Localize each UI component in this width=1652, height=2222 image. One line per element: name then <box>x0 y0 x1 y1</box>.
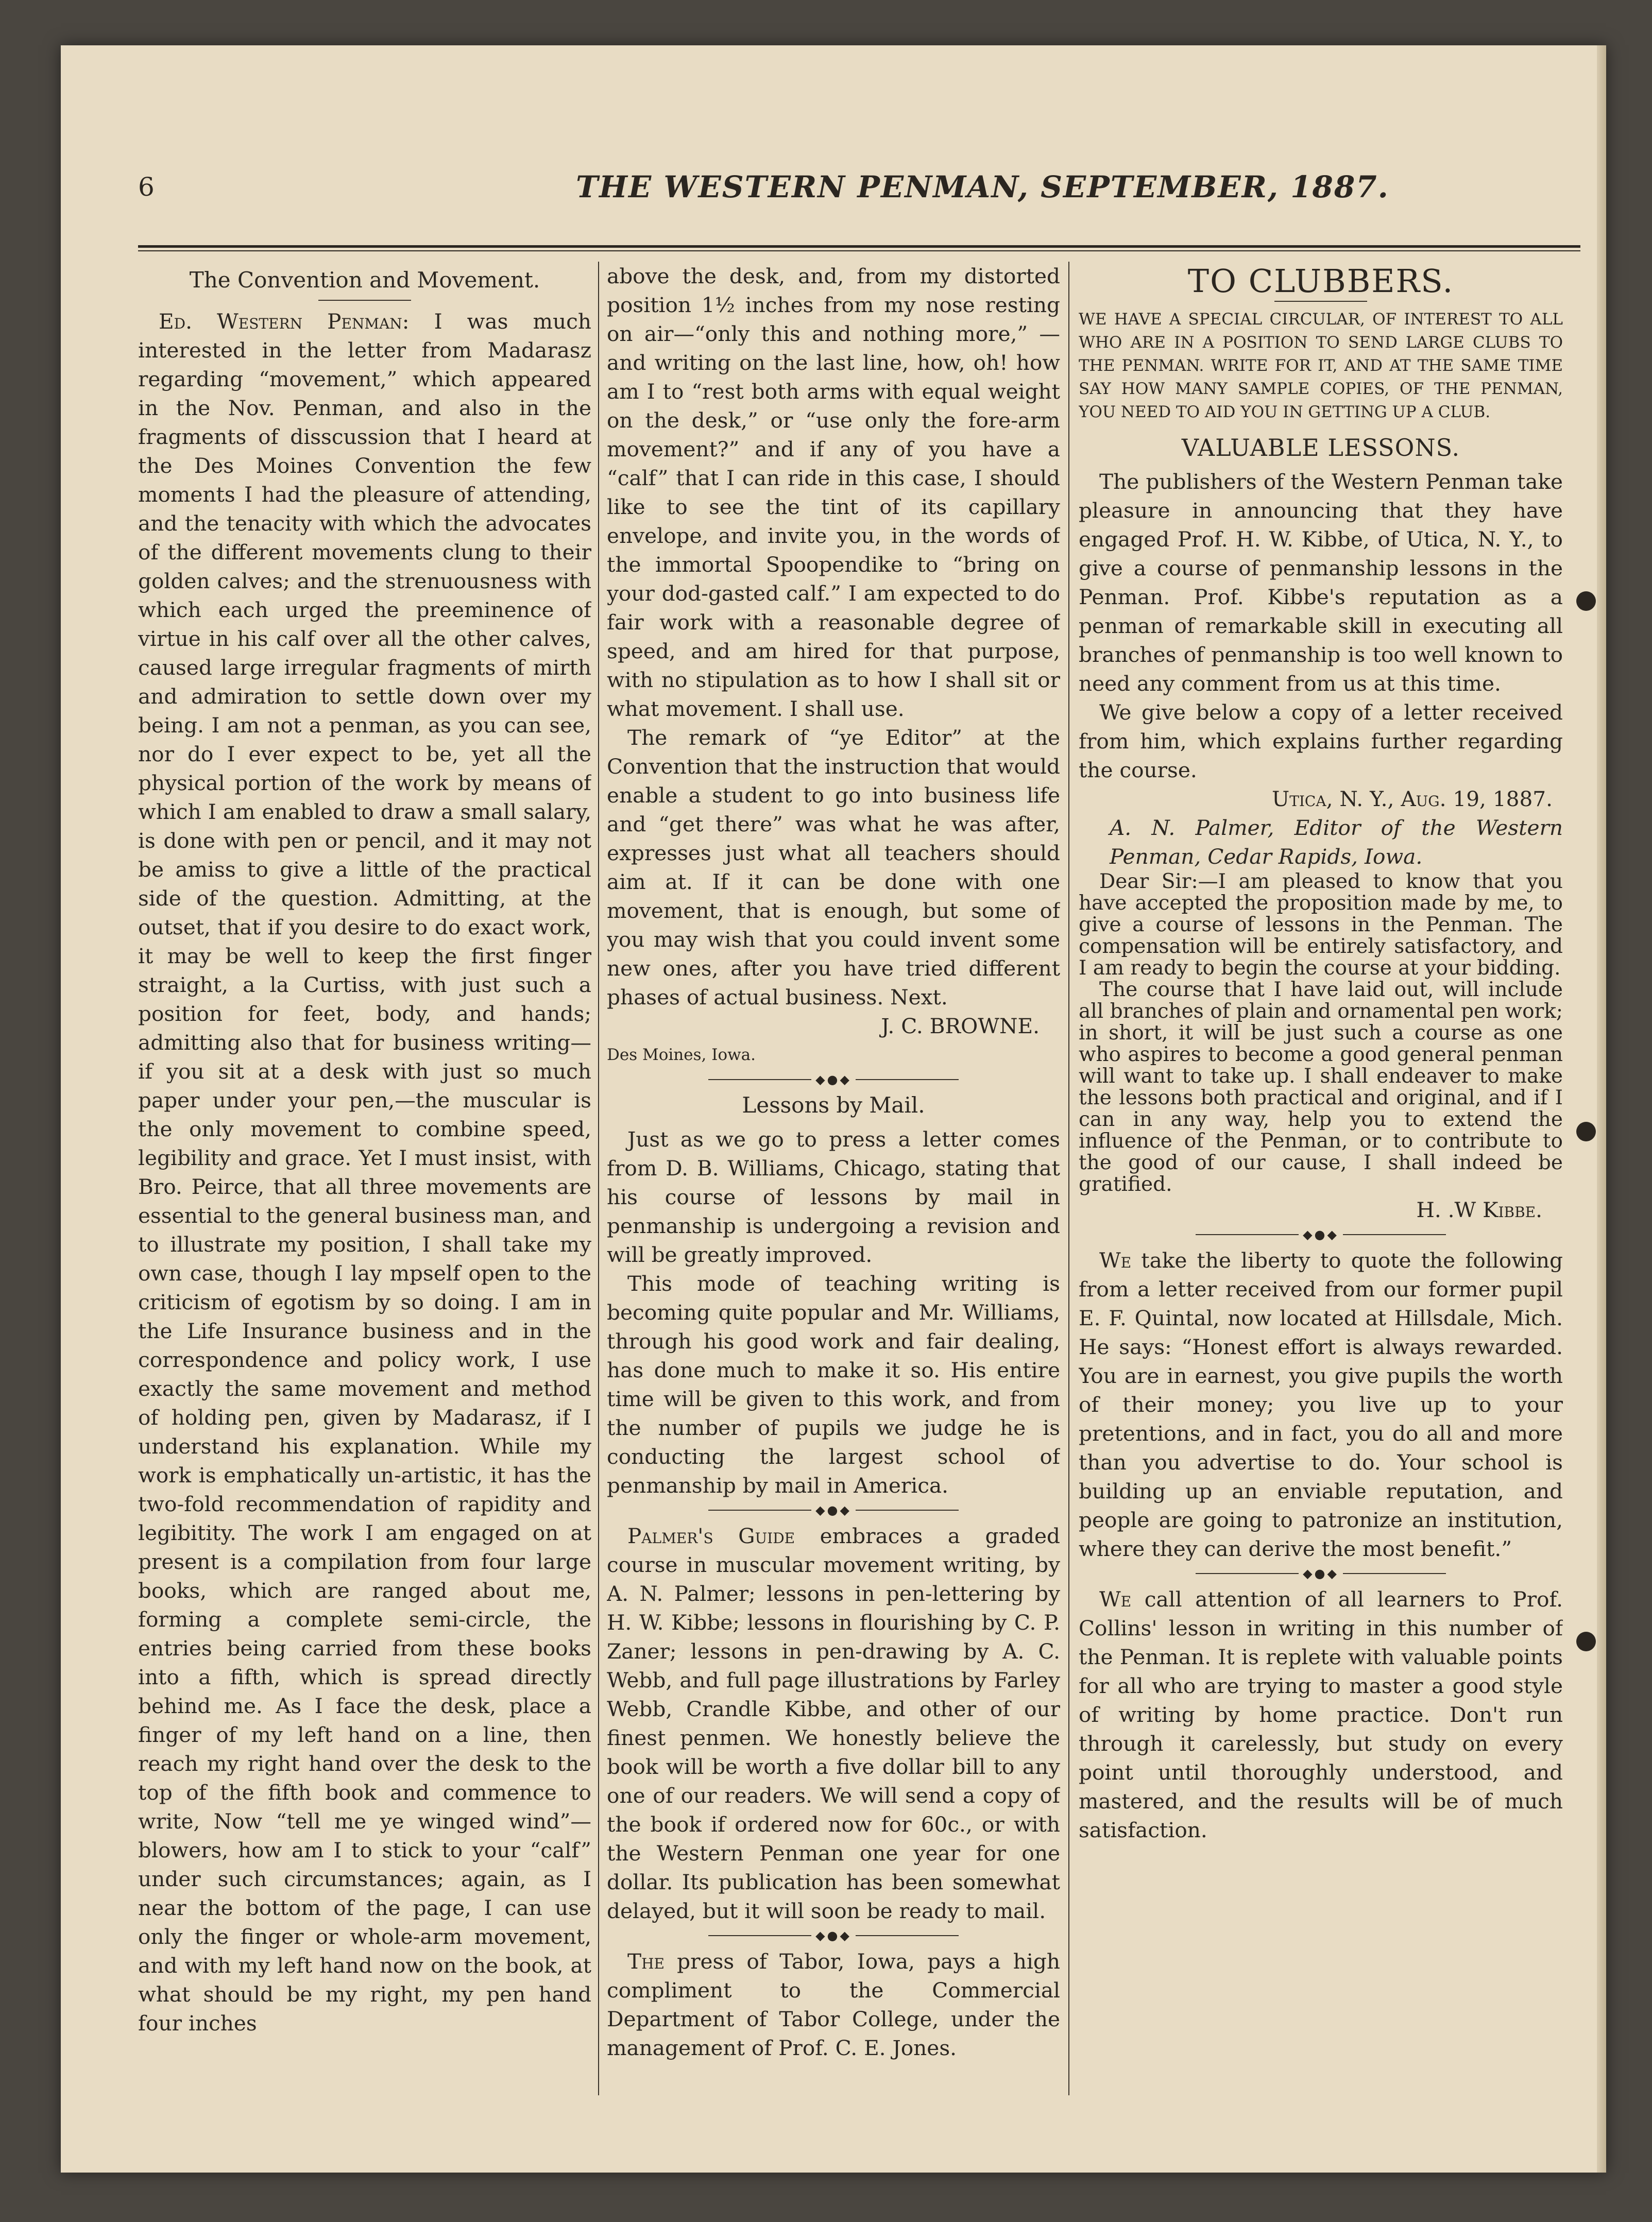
article-text: I was much interested in the letter from Madarasz regarding “movement,” which appeared in the Nov. Penman, and also in the fragments of disscussion that I heard at the Des Moines Convention the few moments I had the pleasure of attending, and the tenacity with which the advocates of the different movements clung to their golden calves; and the strenuousness with which each urged the preeminence of virtue in his calf over all the other calves, caused large irregular fragments of mirth and admiration to settle down over my being. I am not a penman, as you can see, nor do I ever expect to be, yet all the physical portion of the work by means of which I am enabled to draw a small salary, is done with pen or pencil, and it may not be amiss to give a little of the practical side of the question. Admitting, at the outset, that if you desire to do exact work, it may be well to keep the first finger straight, a la Curtiss, with just such a position for feet, body, and hands; admitting also that for business writing—if you sit at a desk with just so much paper under your pen,—the muscular is the only movement to combine speed, legibility and grace. Yet I must insist, with Bro. Peirce, that all three movements are essential to the general business man, and to illustrate my position, I shall take my own case, though I lay mpself open to the criticism of egotism by so doing. I am in the Life Insurance business and in the correspondence and policy work, I use exactly the same movement and method of holding pen, given by Madarasz, if I understand his explanation. While my work is emphatically un-artistic, it has the two-fold recommendation of rapidity and legibitity. The work I am engaged on at present is a compilation from four large books, which are ranged about me, forming a complete semi-circle, the entries being carried from these books into a fifth, which is spread directly behind me. As I face the desk, place a finger of my left hand on a line, then reach my right hand over the desk to the top of the fifth book and commence to write, Now “tell me ye winged wind”—blowers, how am I to stick to your “calf” under such circumstances; again, as I near the bottom of the page, I can use only the finger or whole-arm movement, and with my left hand now on the book, at what should be my right, my pen hand four inches <box>138 309 591 2036</box>
newspaper-page <box>61 45 1606 2173</box>
notice-text: WE HAVE A SPECIAL CIRCULAR, OF INTEREST TO ALL WHO ARE IN A POSITION TO SEND LARGE CLUBS TO THE PENMAN. WRITE FOR IT, AND AT THE SAME TIME SAY HOW MANY SAMPLE COPIES, OF THE PENMAN, YOU NEED TO AID YOU IN GETTING UP A CLUB. <box>1079 310 1563 421</box>
article-paragraph <box>607 1947 1060 2062</box>
title-rule <box>318 300 411 301</box>
article-lead: We <box>1099 1587 1132 1612</box>
article-paragraph: The remark of “ye Editor” at the Convention that the instruction that would enable a student to go into business life and “get there” was what he was after, expresses just what all teachers should aim at. If it can be done with one movement, that is enough, but some of you may wish that you could invent some new ones, after you have tried different phases of actual business. Next. <box>607 725 1060 1010</box>
letter-dateline: Utica, N. Y., Aug. 19, 1887. <box>1272 787 1553 811</box>
article-lead: The <box>627 1949 665 1974</box>
section-ornament: ◆●◆ <box>607 1504 1060 1516</box>
article-text: press of Tabor, Iowa, pays a high compliment to the Commercial Department of Tabor College, under the management of Prof. C. E. Jones. <box>607 1949 1060 2060</box>
section-ornament: ◆●◆ <box>607 1929 1060 1942</box>
page-number: 6 <box>138 172 155 202</box>
column-3 <box>1079 262 1563 2095</box>
author-signature: J. C. BROWNE. <box>881 1014 1040 1038</box>
binding-hole <box>1576 591 1596 611</box>
article-text: call attention of all learners to Prof. Collins' lesson in writing in this number of the Penman. It is replete with valuable points for all who are trying to master a good style of writing by home practice. Don't run through it carelessly, but study on every point until thoroughly understood, and mastered, and the results will be of much satisfaction. <box>1079 1587 1563 1842</box>
article-title: TO CLUBBERS. <box>1187 262 1454 300</box>
article-lead: Ed. Western Penman: <box>159 309 410 334</box>
article-paragraph <box>607 1522 1060 1925</box>
article-lead: We <box>1099 1248 1132 1273</box>
page-header <box>138 159 1580 215</box>
header-rule <box>138 245 1580 248</box>
author-place: Des Moines, Iowa. <box>607 1046 756 1064</box>
section-ornament: ◆●◆ <box>1079 1567 1563 1580</box>
column-divider <box>1068 262 1069 2095</box>
section-ornament: ◆●◆ <box>607 1073 1060 1086</box>
binding-hole <box>1576 1122 1596 1141</box>
running-head: THE WESTERN PENMAN, SEPTEMBER, 1887. <box>576 169 1389 204</box>
article-text: take the liberty to quote the following from a letter received from our former pupil E. F. Quintal, now located at Hillsdale, Mich. He says: “Honest effort is always rewarded. You are in earnest, you give pupils the worth of their money; you live up to your pretentions, and in fact, you do all and more than you advertise to do. Your school is building up an enviable reputation, and people are going to patronize an institution, where they can derive the most benefit.” <box>1079 1248 1563 1561</box>
page-edge <box>1597 45 1606 2173</box>
article-paragraph <box>1079 1246 1563 1563</box>
column-1 <box>138 262 591 2095</box>
article-lead: Palmer's Guide <box>627 1524 795 1548</box>
article-paragraph: Just as we go to press a letter comes from D. B. Williams, Chicago, stating that his course of lessons by mail in penmanship is undergoing a revision and will be greatly improved. <box>607 1127 1060 1267</box>
article-paragraph: We give below a copy of a letter received from him, which explains further regarding the course. <box>1079 700 1563 782</box>
article-body <box>138 307 591 2038</box>
letter-paragraph: Dear Sir:—I am pleased to know that you have accepted the proposition made by me, to give a course of lessons in the Penman. The compensation will be entirely satisfactory, and I am ready to begin the course at your bidding. <box>1079 870 1563 980</box>
title-rule <box>1274 301 1367 302</box>
letter-paragraph: The course that I have laid out, will include all branches of plain and ornamental pen work; in short, it will be just such a course as one who aspires to become a good general penman will want to take up. I shall endeaver to make the lessons both practical and original, and if I can in any way, help you to extend the influence of the Penman, or to contribute to the good of our cause, I shall indeed be gratified. <box>1079 978 1563 1196</box>
header-rule <box>138 250 1580 251</box>
article-title: VALUABLE LESSONS. <box>1181 434 1460 462</box>
column-2 <box>607 262 1060 2095</box>
article-paragraph: This mode of teaching writing is becoming quite popular and Mr. Williams, through his good work and fair dealing, has done much to make it so. His entire time will be given to this work, and from the number of pupils we judge he is conducting the largest school of penmanship by mail in America. <box>607 1271 1060 1498</box>
article-title: The Convention and Movement. <box>189 267 540 293</box>
article-paragraph: The publishers of the Western Penman take pleasure in announcing that they have engaged Prof. H. W. Kibbe, of Utica, N. Y., to give a course of penmanship lessons in the Penman. Prof. Kibbe's reputation as a penman of remarkable skill in executing all branches of penmanship is too well known to need any comment from us at this time. <box>1079 469 1563 696</box>
column-divider <box>598 262 599 2095</box>
article-text: embraces a graded course in muscular movement writing, by A. N. Palmer; lessons in pen-lettering by H. W. Kibbe; lessons in flourishing by C. P. Zaner; lessons in pen-drawing by A. C. Webb, and full page illustrations by Farley Webb, Crandle Kibbe, and other of our finest penmen. We honestly believe the book will be worth a five dollar bill to any one of our readers. We will send a copy of the book if ordered now for 60c., or with the Western Penman one year for one dollar. Its publication has been somewhat delayed, but it will soon be ready to mail. <box>607 1524 1060 1923</box>
binding-hole <box>1576 1632 1596 1651</box>
letter-signature: H. .W Kibbe. <box>1416 1198 1542 1222</box>
letter-salutation: A. N. Palmer, Editor of the Western Penman, Cedar Rapids, Iowa. <box>1110 815 1563 869</box>
article-continuation: above the desk, and, from my distorted position 1½ inches from my nose resting on air—“only this and nothing more,” —and writing on the last line, how, oh! how am I to “rest both arms with equal weight on the desk,” or “use only the fore-arm movement?” and if any of you have a “calf” that I can ride in this case, I should like to see the tint of its capillary envelope, and invite you, in the words of the immortal Spoopendike to “bring on your dod-gasted calf.” I am expected to do fair work with a reasonable degree of speed, and am hired for that purpose, with no stipulation as to how I shall sit or what movement. I shall use. <box>607 264 1060 721</box>
article-paragraph <box>1079 1585 1563 1844</box>
article-title: Lessons by Mail. <box>742 1092 925 1118</box>
section-ornament: ◆●◆ <box>1079 1228 1563 1241</box>
